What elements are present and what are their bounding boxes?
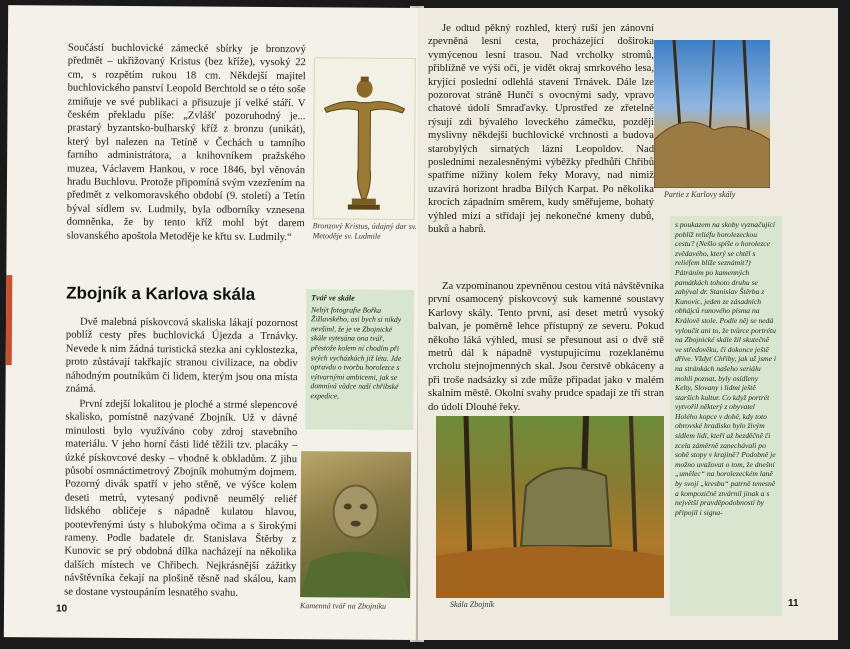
- right-page: [418, 8, 838, 640]
- intro-paragraph: Součástí buchlovické zámecké sbírky je bronzový předmět – ukřižovaný Kristus (bez kříže), vysoký 22 cm, s rozpětím rukou 18 cm. Někdejší majitel buchlovického panství Leopold Berchtold se o této soše zmiňuje ve své publikaci a přisuzuje jí velké stáří. V českém překladu píše: „Zvlášť pozoruhodný je... prastarý byzantsko-bulharský kříž z bronzu (unikát), který byl nalezen na Tetíně v Čechách u tamního farního administrátora, a knihovníkem pražského muzea, Václavem Hankou, v roce 1846, byl věnován hradu Buchlovu. Protože připomíná svým vzezřením na předmět z velkomoravského období (9. století) a Tetín býval sídlem sv. Ludmily, byla odborníky vznesena domněnka, že by tento kříž mohl být darem slovanského apoštola Metoděje ke křtu sv. Ludmily.“: [66, 42, 306, 243]
- sidebar-text-right: s poukazem na skoby vyznačující poblíž reliéfu horolezeckou cestu? (Nešlo spíše o horolezce zvědavého, který se chtěl s reliéfem blíže seznámit?) Pátráním po kamenných památkách tohoto druhu se zabýval dr. Stanislav Štěrba z Kunovic, jeden ze zásadních obhájců runového písma na Králově stole. Podle něj se nedá vyloučit ani to, že tvůrce portrétu na Zbojnické skále žil skutečně ve středověku, či dokonce ještě dříve. Vždyť Chřiby, jak už jsme i na stránkách našeho seriálu mohli poznat, byly osídleny Kelty, Slovany i lidmi ještě starších kultur. Co když portrét vytvořil některý z obyvatel Holého kopce v době, kdy toto obrovské hradisko bylo živým sídlem lidí, kteří až bezděčně či zcela záměrně zanechávali po sobě stopy v krajině? Podobně je možno uvažovat o tom, že dnešní „umělec“ na horolezeckém laně by svojí „kresbu“ patrně tenesně a kompozičně ztvárnil jinak a s největší pravděpodobností by připojil i signa-: [675, 220, 777, 517]
- figure-karlova-skala: [654, 40, 770, 188]
- bronze-christ-icon: [314, 58, 415, 219]
- figure-bottom-caption-right: Skála Zbojník: [450, 600, 495, 609]
- figure-top-caption-right: Partie z Karlovy skály: [664, 190, 736, 199]
- figure-stone-face: [300, 451, 411, 598]
- sidebar-box: [305, 289, 414, 430]
- paragraph-2-right: Za vzpomínanou zpevněnou cestou vítá návštěvníka první osamocený pískovcový suk kamenné soustavy Karlovy skály. Tento první, asi deset metrů vysoký balvan, je poměrně lehce přístupný ze severu. Pokud někoho láká výhled, musí se přesunout asi o dvě stě metrů dál k nápadně vystupujícímu rozeklanému vrcholu stejnojmenných skal. Jsou čerstvě obkáceny a při troše nadsázky si zde může připadat jako v malém skalním městě. Okolní svahy prudce spadají ze tří stran do údolí Dlouhé řeky.: [428, 281, 664, 413]
- page-edge-mark: [6, 275, 13, 365]
- page-number-right: 11: [788, 598, 799, 609]
- rock-trees-icon: [654, 40, 770, 188]
- forest-rock-icon: [436, 416, 664, 598]
- section-heading: Zbojník a Karlova skála: [66, 283, 256, 304]
- sidebar-box-right: [670, 216, 782, 616]
- figure-bronze-christ: [313, 57, 416, 220]
- paragraph-2: První zdejší lokalitou je ploché a strmé slepencové skalisko, pomístně nazývané Zbojník. Už v dávné minulosti bylo využíváno coby zdroj stavebního materiálu. V jeho horní části lidé těžili tzv. placáky – úzké pískovcové desky – vhodné k obkladům. Z jihu působí osmnáctimetrový Zbojník mohutným dojmem. Pozorný divák spatří v jeho stěně, ve výšce kolem deseti metrů, vytesaný podivně neumělý reliéf lidského obličeje s nápadně kulatou hlavou, pootevřenými ústy s hlubokýma očima a s širokými rameny. Podle badatele dr. Stanislava Štěrby z Kunovic se prý obdobná dílka nacházejí na několika dalších místech ve Chřibech. Nejkrásnější zážitky návštěvníka čekají na plošině těsně nad skálou, kam se dostane vystoupáním lesnatého svahu.: [64, 398, 298, 599]
- figure-bottom-caption: Kamenná tvář na Zbojníku: [299, 601, 387, 611]
- paragraph-1-right: Je odtud pěkný rozhled, který ruší jen zánovní zpevněná lesní cesta, procházející doširoka vymýcenou lesní trasou. Nad vrcholky stromů, přiblížně ve výši očí, je vidět okraj smrkového lesa, kryjící poslední odlehlá stavení Trnávek. Dále lze pozorovat stráně Hunčí s ovocnými sady, vpravo chatové údolí Smraďavky. Uprostřed ze zřetelně rýsují zdi bývalého loveckého zámečku, později myslivny někdejší buchlovické vrchnosti a budova starobylých sirnatých lázní Leopoldov. Nad posledními nezalesněnými výběžky předhůří Chřibů spatříme nížiny kolem řeky Moravy, nad nimiž uzavírá horizont hradba Bílých Karpat. Po několika krocích západním směrem, kudy směřujeme, bohatý výhled mizí a střídají jej nekonečné kmeny dubů, buků a habrů.: [428, 23, 654, 236]
- figure-top-caption: Bronzový Kristus, údajný dar sv. Metoděje sv. Ludmile: [312, 221, 417, 241]
- left-page: [4, 5, 420, 640]
- paragraph-1: Dvě malebná pískovcová skaliska lákají pozornost poblíž cesty přes buchlovická Újezda a Trnávky. Nevede k nim žádná turistická stezka ani cyklostezka, proto zůstávají takřkajíc stranou civilizace, na obdiv náhodným poutníkům či lidem, kterým jsou ona místa známá.: [65, 316, 299, 395]
- sidebar-text: Nebýt fotografie Bořka Žižlavského, asi bych si nikdy nevšiml, že je ve Zbojnické skále vytesána ona tvář, přestože kolem ní chodím při svých vycházkách již léta. Jde opravdu o tvorbu horolezce s výtvarnými ambicemi, jak se domnívá vůdce naší chřibské expedice,: [310, 304, 402, 401]
- sidebar-title: Tvář ve skále: [311, 293, 355, 303]
- page-number-left: 10: [55, 603, 68, 615]
- figure-skala-zbojnik: [436, 416, 664, 598]
- stone-face-icon: [300, 451, 411, 598]
